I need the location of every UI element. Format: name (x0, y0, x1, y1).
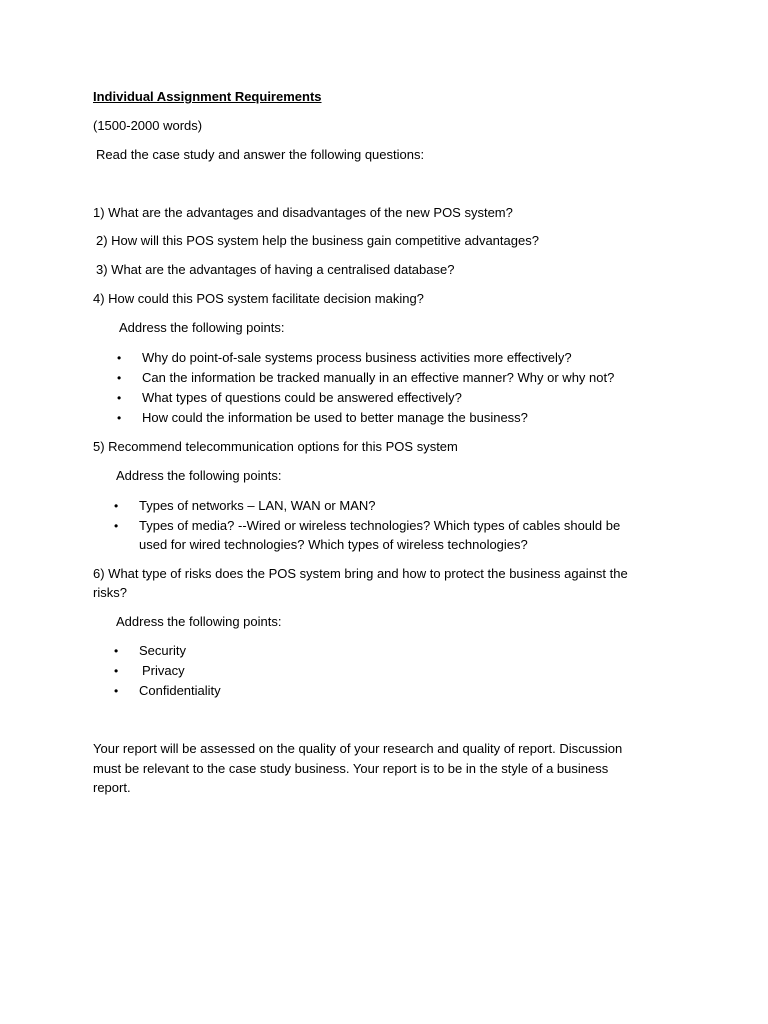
bullet-icon: • (117, 411, 122, 425)
document-page: Individual Assignment Requirements (1500-2000 words) Read the case study and answer the following questions: 1) What are the advantages and disadvantages of the new POS system? 2) How will this POS system help the business gain competitive advantages? 3) What are the advantages of having a centralised database? 4) How could this POS system facilitate decision making? Address the following points: • Why do point-of-sale systems process business activities more effectively? • Can the information be tracked manually in an effective manner? Why or why not? • What types of questions could be answered effectively? • How could the information be used to better manage the business? 5) Recommend telecommunication options for this POS system Address the following points: • Types of networks – LAN, WAN or MAN? • Types of media? --Wired or wireless technologies? Which types of cables should be used for wired technologies? Which types of wireless technologies? 6) What type of risks does the POS system bring and how to protect the business against the risks? Address the following points: • Security • Privacy • Confidentiality Your report will be assessed on the quality of your research and quality of report. Discussion must be relevant to the case study business. Your report is to be in the style of a business report. (0, 0, 768, 1024)
question-5: 5) Recommend telecommunication options for this POS system (93, 439, 458, 454)
question-1: 1) What are the advantages and disadvantages of the new POS system? (93, 205, 513, 220)
question-3: 3) What are the advantages of having a centralised database? (96, 262, 455, 277)
list-item-continuation: used for wired technologies? Which types of wireless technologies? (139, 537, 528, 552)
intro-text: Read the case study and answer the following questions: (96, 147, 425, 162)
bullet-icon: • (117, 391, 122, 405)
page-title: Individual Assignment Requirements (93, 89, 322, 104)
bullet-icon: • (117, 351, 122, 365)
closing-paragraph-line-3: report. (93, 780, 131, 795)
closing-paragraph-line-1: Your report will be assessed on the quality of your research and quality of report. Discussion (93, 741, 623, 756)
closing-paragraph-line-2: must be relevant to the case study business. Your report is to be in the style of a business (93, 761, 609, 776)
question-6-continuation: risks? (93, 585, 127, 600)
address-label-q6: Address the following points: (116, 614, 282, 629)
address-label-q5: Address the following points: (116, 468, 282, 483)
bullet-icon: • (114, 519, 119, 533)
bullet-icon: • (114, 499, 119, 513)
bullet-icon: • (117, 371, 122, 385)
question-6: 6) What type of risks does the POS system bring and how to protect the business against the (93, 566, 628, 581)
bullet-icon: • (114, 644, 119, 658)
word-count: (1500-2000 words) (93, 118, 203, 133)
bullet-icon: • (114, 684, 119, 698)
question-2: 2) How will this POS system help the business gain competitive advantages? (96, 233, 539, 248)
question-4: 4) How could this POS system facilitate decision making? (93, 291, 424, 306)
address-label-q4: Address the following points: (119, 320, 285, 335)
bullet-icon: • (114, 664, 119, 678)
